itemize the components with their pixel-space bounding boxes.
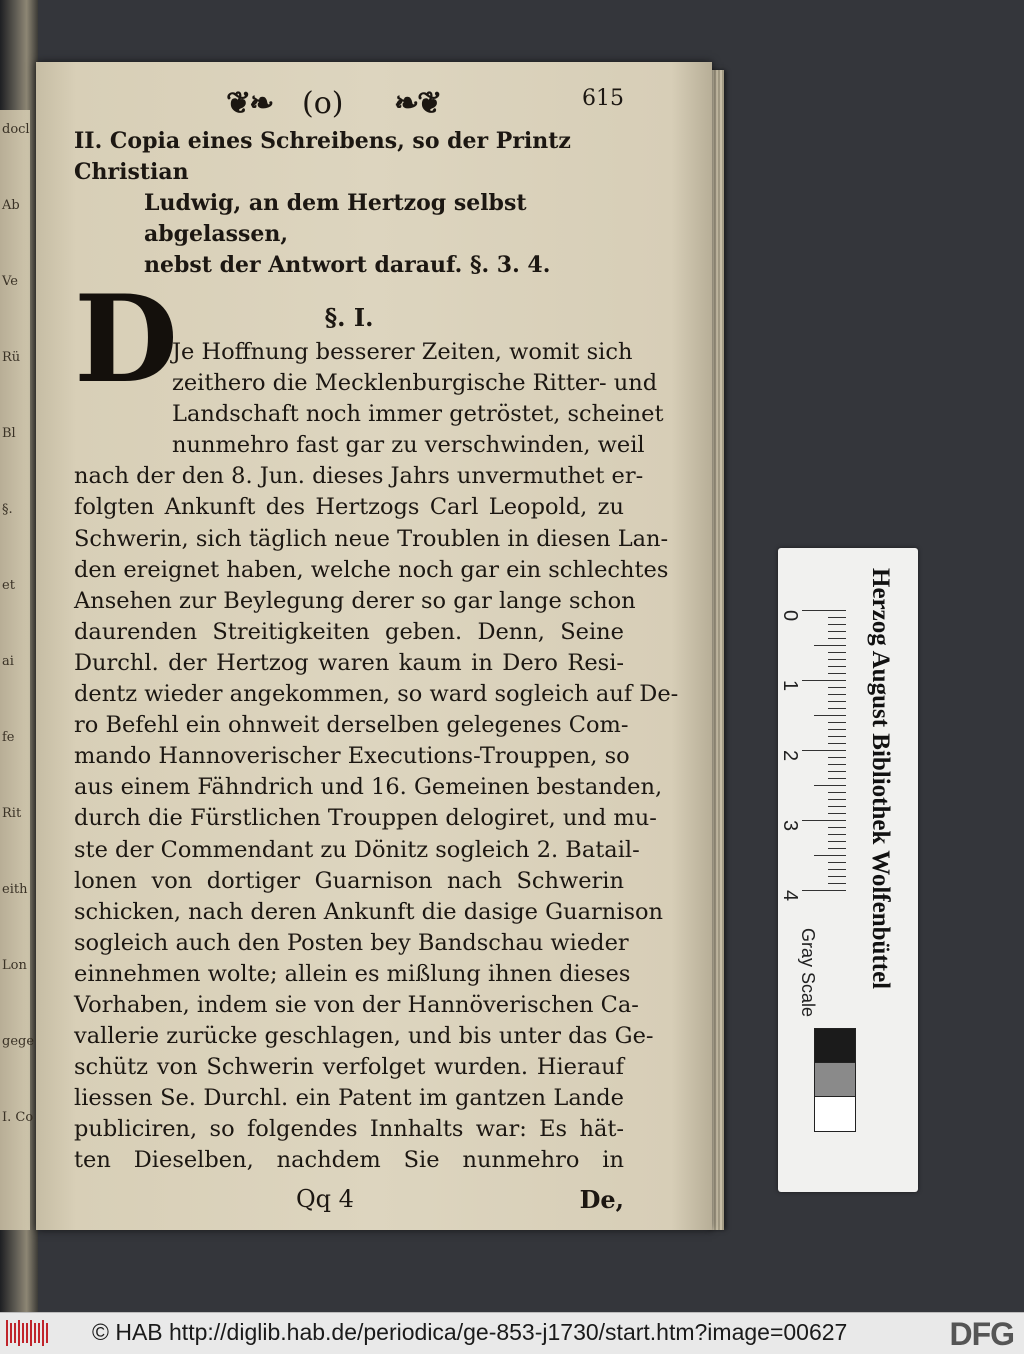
gray-scale-label xyxy=(798,928,819,1018)
left-page-fragment: I. Co xyxy=(2,1110,34,1125)
ruler-tick xyxy=(828,834,846,835)
ruler-tick xyxy=(814,715,846,716)
ruler-tick xyxy=(828,778,846,779)
left-page-fragment: docl xyxy=(2,122,30,137)
gray-swatch xyxy=(814,1096,856,1132)
ruler-tick xyxy=(828,687,846,688)
body-text xyxy=(74,337,679,1177)
left-page-fragment: Ve xyxy=(2,274,18,289)
left-page-fragment: ai xyxy=(2,654,14,669)
gray-swatch xyxy=(814,1028,856,1064)
ruler-tick xyxy=(802,890,846,891)
body-line: Schwerin, sich täglich neue Troublen in diesen Lan- xyxy=(74,525,669,552)
ruler-number: 2 xyxy=(779,749,802,762)
body-line: lonen von dortiger Guarnison nach Schwerin xyxy=(74,867,624,894)
body-line: Je Hoffnung besserer Zeiten, womit sich xyxy=(172,339,633,365)
page-footer xyxy=(74,1185,624,1219)
heading-line-1: II. Copia eines Schreibens, so der Printz Christian xyxy=(74,128,571,185)
ruler-tick xyxy=(828,764,846,765)
ruler-tick xyxy=(828,708,846,709)
left-page-fragment: Bl xyxy=(2,426,16,441)
ruler-tick xyxy=(828,806,846,807)
ruler-tick xyxy=(828,722,846,723)
ruler-tick xyxy=(802,610,846,611)
ruler-tick xyxy=(828,694,846,695)
barcode-bar xyxy=(42,1320,44,1346)
left-page-strip xyxy=(0,110,35,1230)
body-line: Durchl. der Hertzog waren kaum in Dero Resi- xyxy=(74,649,624,676)
ruler-tick xyxy=(814,785,846,786)
ruler-tick xyxy=(828,638,846,639)
signature-mark: Qq 4 xyxy=(296,1184,354,1213)
catchword: De, xyxy=(579,1184,624,1214)
body-line: schicken, nach deren Ankunft die dasige Guarnison xyxy=(74,898,664,925)
body-line: publiciren, so folgendes Innhalts war: Es hät- xyxy=(74,1116,624,1143)
ornament-left: ❦❧ xyxy=(226,86,273,121)
ruler-tick xyxy=(802,680,846,681)
barcode-bar xyxy=(22,1323,24,1343)
body-line: einnehmen wolte; allein es mißlung ihnen dieses xyxy=(74,960,631,987)
ruler-tick xyxy=(828,876,846,877)
header-mark: (o) xyxy=(302,86,344,121)
ruler-tick xyxy=(828,624,846,625)
body-line: zeithero die Mecklenburgische Ritter- und xyxy=(172,370,658,397)
barcode-bar xyxy=(10,1323,12,1343)
barcode-bar xyxy=(34,1323,36,1343)
ruler-tick xyxy=(828,771,846,772)
gray-scale-text: Gray Scale xyxy=(798,928,818,1018)
ruler-tick xyxy=(828,862,846,863)
body-line: ro Befehl ein ohnweit derselben gelegenes Com- xyxy=(74,712,629,739)
body-line: daurenden Streitigkeiten geben. Denn, Seine xyxy=(74,618,624,645)
viewer-footer xyxy=(0,1312,1024,1354)
ruler-tick xyxy=(828,827,846,828)
ruler-tick xyxy=(828,736,846,737)
left-page-fragment: §. xyxy=(2,502,13,517)
barcode-bar xyxy=(46,1323,48,1343)
left-page-fragment: Ab xyxy=(2,198,20,213)
body-line: schütz von Schwerin verfolget wurden. Hierauf xyxy=(74,1054,624,1081)
ruler-tick xyxy=(828,757,846,758)
ruler-tick xyxy=(828,792,846,793)
ruler-tick xyxy=(828,813,846,814)
body-line: aus einem Fähndrich und 16. Gemeinen bestanden, xyxy=(74,774,663,801)
ruler-number: 3 xyxy=(779,819,802,832)
body-line: sogleich auch den Posten bey Bandschau wieder xyxy=(74,929,629,956)
barcode-bar xyxy=(18,1320,20,1346)
left-page-fragment: Rit xyxy=(2,806,22,821)
hab-logo-icon xyxy=(6,1320,48,1346)
heading-line-3: nebst der Antwort darauf. §. 3. 4. xyxy=(144,252,551,278)
body-line: nunmehro fast gar zu verschwinden, weil xyxy=(172,432,645,459)
page-text xyxy=(74,86,679,1219)
ruler-tick xyxy=(828,631,846,632)
left-page-fragment: et xyxy=(2,578,15,593)
body-line: durch die Fürstlichen Trouppen delogiret, und mu- xyxy=(74,805,657,832)
body-line: vallerie zurücke geschlagen, und bis unter das Ge- xyxy=(74,1023,654,1050)
ruler-tick xyxy=(814,855,846,856)
copyright-link[interactable]: © HAB http://diglib.hab.de/periodica/ge-853-j1730/start.htm?image=00627 xyxy=(92,1319,848,1345)
left-page-fragment: Rü xyxy=(2,350,21,365)
ruler-tick xyxy=(828,673,846,674)
gray-swatch xyxy=(814,1062,856,1098)
page-header xyxy=(74,86,624,122)
body-line: liessen Se. Durchl. ein Patent im gantzen Lande xyxy=(74,1085,624,1112)
left-page-fragment: eith xyxy=(2,882,28,897)
page-number: 615 xyxy=(582,86,624,111)
ruler-tick xyxy=(828,659,846,660)
body-line: den ereignet haben, welche noch gar ein schlechtes xyxy=(74,556,669,583)
barcode-bar xyxy=(14,1323,16,1343)
body-line: folgten Ankunft des Hertzogs Carl Leopold, zu xyxy=(74,494,624,521)
ruler-tick xyxy=(828,869,846,870)
barcode-bar xyxy=(6,1320,8,1346)
ruler-tick xyxy=(828,743,846,744)
barcode-bar xyxy=(26,1323,28,1343)
dfg-logo: DFG xyxy=(949,1316,1014,1352)
body-line: dentz wieder angekommen, so ward sogleich auf De- xyxy=(74,681,679,708)
left-page-fragment: Lon xyxy=(2,958,27,973)
barcode-bar xyxy=(30,1320,32,1346)
left-page-fragment: fe xyxy=(2,730,15,745)
ruler-ticks xyxy=(800,610,846,890)
body-line: ste der Commendant zu Dönitz sogleich 2. Batail- xyxy=(74,836,640,863)
ruler-tick xyxy=(814,645,846,646)
ruler-tick xyxy=(802,750,846,751)
ruler-tick xyxy=(828,848,846,849)
left-page-fragment: gege xyxy=(2,1034,35,1049)
ruler-tick xyxy=(828,666,846,667)
ruler-tick xyxy=(828,841,846,842)
ruler-title-text: Herzog August Bibliothek Wolfenbüttel xyxy=(867,568,894,990)
body-line: Vorhaben, indem sie von der Hannöverischen Ca- xyxy=(74,991,639,1018)
heading-line-2: Ludwig, an dem Hertzog selbst abgelassen, xyxy=(144,190,527,247)
body-line: Landschaft noch immer getröstet, scheinet xyxy=(172,401,664,428)
color-ruler xyxy=(778,548,918,1192)
ruler-number: 1 xyxy=(779,679,802,692)
ruler-tick xyxy=(828,617,846,618)
ornament-right: ❧❦ xyxy=(394,86,441,121)
body-line: mando Hannoverischer Executions-Trouppen, so xyxy=(74,743,630,770)
ruler-tick xyxy=(828,729,846,730)
body-line: nach der den 8. Jun. dieses Jahrs unvermuthet er- xyxy=(74,463,644,490)
ruler-tick xyxy=(802,820,846,821)
section-mark: §. I. xyxy=(324,303,374,332)
ruler-tick xyxy=(828,799,846,800)
barcode-bar xyxy=(38,1323,40,1343)
drop-cap: D xyxy=(74,269,179,410)
chapter-heading xyxy=(74,126,624,281)
ruler-number: 0 xyxy=(779,609,802,622)
body-line: ten Dieselben, nachdem Sie nunmehro in xyxy=(74,1147,624,1174)
ruler-tick xyxy=(828,652,846,653)
ruler-title xyxy=(867,568,894,990)
ruler-tick xyxy=(828,701,846,702)
body-line: Ansehen zur Beylegung derer so gar lange schon xyxy=(74,587,636,614)
ruler-number: 4 xyxy=(779,889,802,902)
ruler-tick xyxy=(828,883,846,884)
